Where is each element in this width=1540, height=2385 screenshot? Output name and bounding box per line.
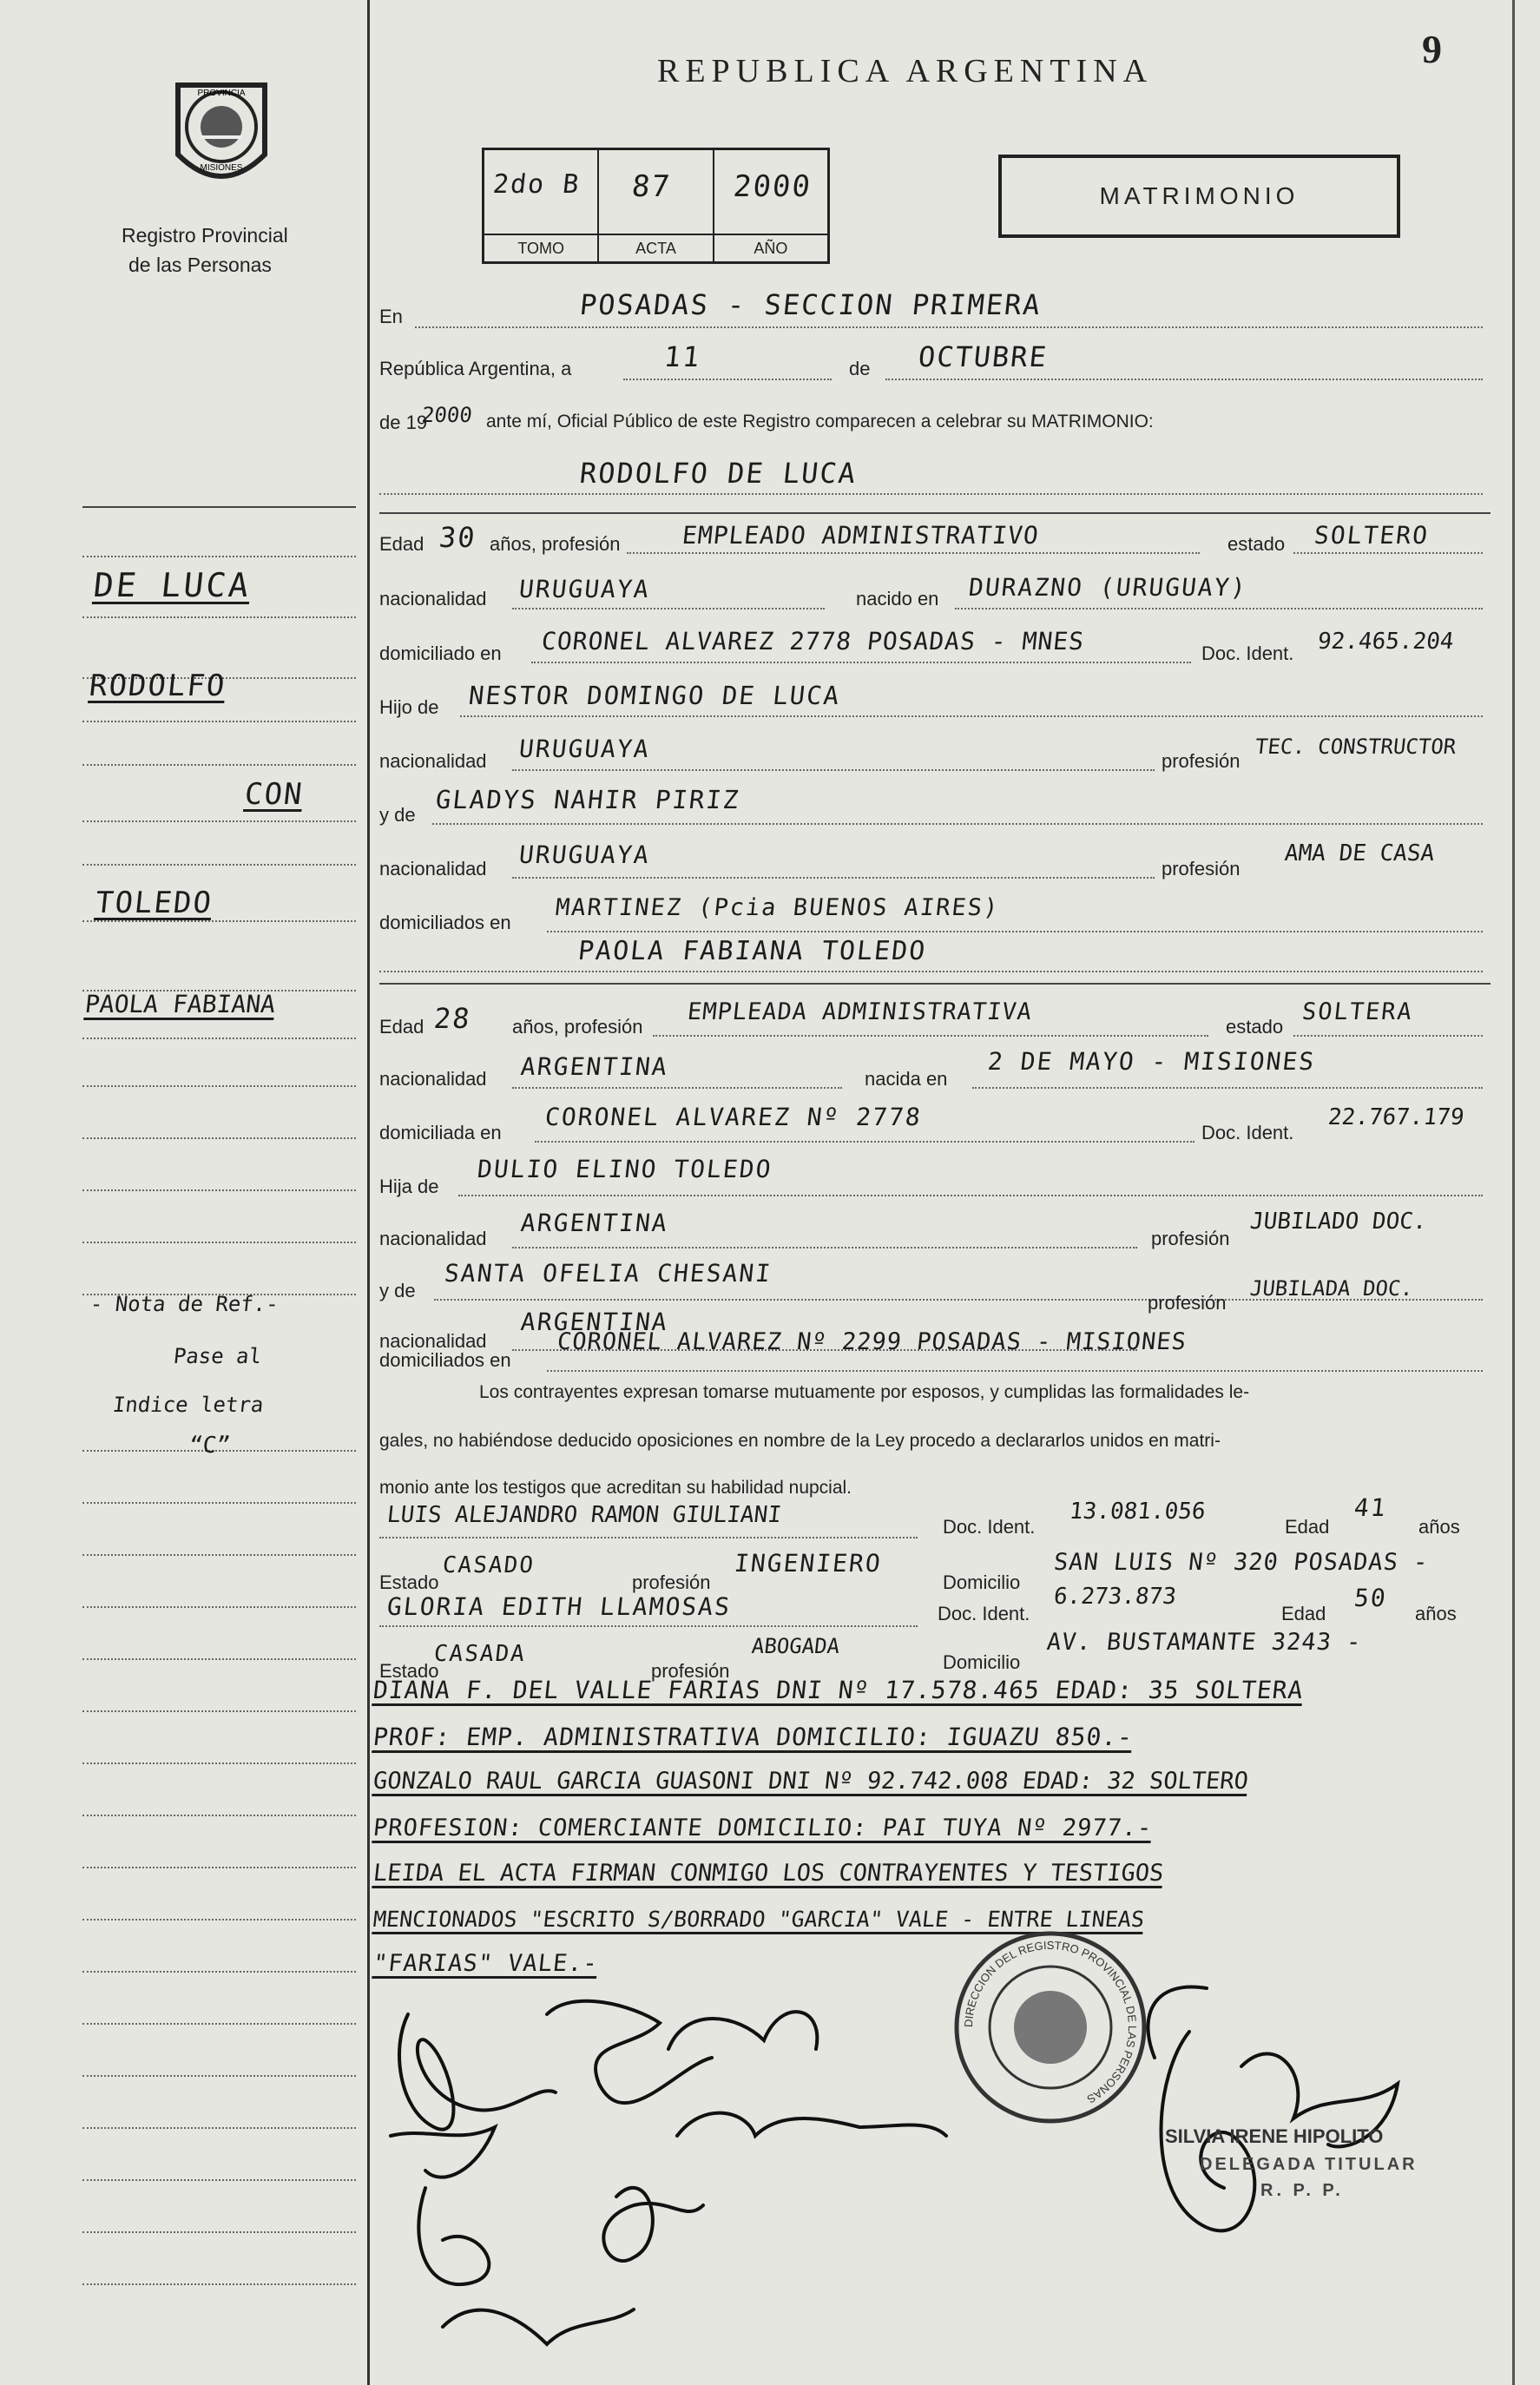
extra-line-2: PROF: EMP. ADMINISTRATIVA DOMICILIO: IGUAZU 850.- xyxy=(372,1723,1135,1751)
month-value: OCTUBRE xyxy=(917,340,1050,373)
margin-note-3: Indice letra xyxy=(111,1393,265,1417)
svg-text:MISIONES: MISIONES xyxy=(200,163,243,173)
groom-doc-label: Doc. Ident. xyxy=(1201,642,1294,664)
groom-estado-label: estado xyxy=(1227,533,1286,555)
witness2-profesion: ABOGADA xyxy=(750,1634,841,1658)
groom-dom-label: domiciliado en xyxy=(379,642,502,664)
bride-name: PAOLA FABIANA TOLEDO xyxy=(576,936,929,966)
witness2-estado-label: Estado xyxy=(379,1660,439,1682)
witness1-doc-label: Doc. Ident. xyxy=(943,1516,1036,1538)
bride-estado-label: estado xyxy=(1226,1016,1284,1038)
declaration-line-2: gales, no habiéndose deducido oposiciones en nombre de la Ley procedo a declararlos unidos en matri- xyxy=(379,1431,1221,1451)
witness1-prof-label: profesión xyxy=(632,1571,711,1593)
bride-mother-nac-label: nacionalidad xyxy=(379,1330,487,1352)
witness1-anos-label: años xyxy=(1418,1516,1460,1538)
bride-mother-nac: ARGENTINA xyxy=(519,1308,670,1336)
bride-father-prof: JUBILADO DOC. xyxy=(1248,1209,1429,1235)
groom-father: NESTOR DOMINGO DE LUCA xyxy=(467,681,842,710)
anio-value: 2000 xyxy=(731,169,813,204)
stamp-line-1: SILVIA IRENE HIPOLITO xyxy=(1165,2125,1384,2147)
bride-parents-dom: CORONEL ALVAREZ Nº 2299 POSADAS - MISIONES xyxy=(556,1328,1188,1355)
bride-dom-label: domiciliada en xyxy=(379,1122,502,1143)
bride-father: DULIO ELINO TOLEDO xyxy=(476,1155,774,1183)
groom-nacionalidad: URUGUAYA xyxy=(517,575,652,603)
groom-father-prof: TEC. CONSTRUCTOR xyxy=(1254,735,1458,759)
margin-divider xyxy=(367,0,370,2385)
groom-mother-prof-label: profesión xyxy=(1162,858,1241,880)
margin-name2: PAOLA FABIANA xyxy=(83,990,277,1018)
bride-mother: SANTA OFELIA CHESANI xyxy=(443,1259,773,1288)
margin-surname2: TOLEDO xyxy=(93,886,214,920)
extra-line-7: "FARIAS" VALE.- xyxy=(372,1950,600,1977)
bride-anos-label: años, profesión xyxy=(512,1016,643,1038)
bride-yde-label: y de xyxy=(379,1280,416,1301)
witness1-edad-label: Edad xyxy=(1285,1516,1330,1538)
witness1-dom-label: Domicilio xyxy=(943,1571,1021,1593)
stamp-line-3: R. P. P. xyxy=(1260,2181,1344,2200)
bride-edad-label: Edad xyxy=(379,1016,424,1038)
bride-doc-label: Doc. Ident. xyxy=(1201,1122,1294,1143)
witness1-estado-label: Estado xyxy=(379,1571,439,1593)
groom-father-prof-label: profesión xyxy=(1162,750,1241,772)
witness2-estado: CASADA xyxy=(432,1641,528,1667)
witness1-domicilio: SAN LUIS Nº 320 POSADAS - xyxy=(1052,1549,1431,1576)
bride-mother-prof: JUBILADA DOC. xyxy=(1248,1276,1415,1301)
divider-3 xyxy=(379,983,1491,985)
witness1-name: LUIS ALEJANDRO RAMON GIULIANI xyxy=(385,1502,783,1528)
groom-parents-dom: MARTINEZ (Pcia BUENOS AIRES) xyxy=(554,894,1001,921)
divider-1 xyxy=(82,506,356,508)
document-title-box: MATRIMONIO xyxy=(998,155,1400,238)
groom-profesion: EMPLEADO ADMINISTRATIVO xyxy=(681,521,1041,550)
divider-2 xyxy=(379,512,1491,514)
witness2-name: GLORIA EDITH LLAMOSAS xyxy=(385,1592,733,1621)
margin-surname1: DE LUCA xyxy=(91,566,253,604)
stamp-line-2: DELEGADA TITULAR xyxy=(1200,2155,1418,2174)
bride-mother-prof-label: profesión xyxy=(1148,1292,1227,1314)
tomo-label: TOMO xyxy=(484,234,597,261)
bride-nac-label: nacionalidad xyxy=(379,1068,487,1090)
groom-yde-label: y de xyxy=(379,804,416,826)
year-prefix: de 19 xyxy=(379,412,428,433)
witness1-profesion: INGENIERO xyxy=(733,1549,884,1578)
groom-mother: GLADYS NAHIR PIRIZ xyxy=(434,785,742,814)
bride-profesion: EMPLEADA ADMINISTRATIVA xyxy=(686,998,1034,1025)
groom-edad-label: Edad xyxy=(379,533,424,555)
witness1-edad: 41 xyxy=(1352,1493,1389,1522)
provincial-seal-logo xyxy=(161,68,282,198)
margin-note-4: “C” xyxy=(188,1433,232,1459)
groom-mother-nac-label: nacionalidad xyxy=(379,858,487,880)
bride-estado: SOLTERA xyxy=(1300,998,1415,1025)
witness2-prof-label: profesión xyxy=(651,1660,730,1682)
groom-nacido: DURAZNO (URUGUAY) xyxy=(967,573,1249,602)
acta-value: 87 xyxy=(630,169,674,204)
witness1-doc: 13.081.056 xyxy=(1068,1499,1208,1525)
en-value: POSADAS - SECCION PRIMERA xyxy=(578,288,1043,321)
groom-parents-dom-label: domiciliados en xyxy=(379,912,511,933)
tomo-cell xyxy=(484,150,599,261)
bride-parents-dom-label: domiciliados en xyxy=(379,1349,511,1371)
witness2-dom-label: Domicilio xyxy=(943,1651,1021,1673)
margin-name1: RODOLFO xyxy=(87,669,228,703)
bride-nacida-label: nacida en xyxy=(865,1068,948,1090)
anio-cell xyxy=(714,150,827,261)
bride-father-prof-label: profesión xyxy=(1151,1228,1230,1249)
bride-domicilio: CORONEL ALVAREZ Nº 2778 xyxy=(543,1103,924,1131)
groom-father-nac-label: nacionalidad xyxy=(379,750,487,772)
year-value: 2000 xyxy=(420,403,474,427)
anio-label: AÑO xyxy=(714,234,827,261)
witness2-domicilio: AV. BUSTAMANTE 3243 - xyxy=(1045,1629,1364,1656)
groom-mother-prof: AMA DE CASA xyxy=(1283,840,1436,866)
extra-line-5: LEIDA EL ACTA FIRMAN CONMIGO LOS CONTRAYENTES Y TESTIGOS xyxy=(372,1860,1165,1887)
groom-doc: 92.465.204 xyxy=(1316,629,1456,655)
declaration-line-3: monio ante los testigos que acreditan su habilidad nupcial. xyxy=(379,1478,852,1498)
acta-cell xyxy=(599,150,714,261)
de-label: de xyxy=(849,358,871,379)
groom-estado: SOLTERO xyxy=(1313,521,1431,550)
groom-nacido-label: nacido en xyxy=(856,588,939,609)
witness1-estado: CASADO xyxy=(441,1552,536,1578)
extra-line-3: GONZALO RAUL GARCIA GUASONI DNI Nº 92.742.008 EDAD: 32 SOLTERO xyxy=(372,1768,1250,1795)
delegate-stamp xyxy=(1155,2124,1493,2228)
extra-line-1: DIANA F. DEL VALLE FARIAS DNI Nº 17.578.465 EDAD: 35 SOLTERA xyxy=(372,1676,1306,1704)
margin-note-1: - Nota de Ref.- xyxy=(89,1292,280,1316)
country-heading: REPUBLICA ARGENTINA xyxy=(657,53,1154,89)
groom-nac-label: nacionalidad xyxy=(379,588,487,609)
tomo-value: 2do B xyxy=(491,169,582,200)
bride-hija-label: Hija de xyxy=(379,1176,439,1197)
margin-note-2: Pase al xyxy=(172,1344,263,1368)
groom-father-nac: URUGUAYA xyxy=(517,735,652,763)
official-round-seal xyxy=(951,1927,1150,2127)
witness2-anos-label: años xyxy=(1415,1603,1457,1624)
bride-nacionalidad: ARGENTINA xyxy=(519,1052,670,1081)
extra-line-4: PROFESION: COMERCIANTE DOMICILIO: PAI TUYA Nº 2977.- xyxy=(372,1815,1154,1841)
acta-label: ACTA xyxy=(599,234,712,261)
record-table xyxy=(482,148,830,264)
groom-mother-nac: URUGUAYA xyxy=(517,840,652,869)
page-right-edge xyxy=(1512,0,1515,2385)
groom-anos-label: años, profesión xyxy=(490,533,621,555)
registry-line2: de las Personas xyxy=(128,254,272,276)
declaration-line-1: Los contrayentes expresan tomarse mutuamente por esposos, y cumplidas las formalidades le- xyxy=(479,1382,1250,1402)
bride-doc: 22.767.179 xyxy=(1326,1104,1466,1130)
witness2-edad: 50 xyxy=(1352,1584,1389,1612)
page-number: 9 xyxy=(1422,27,1442,71)
svg-text:PROVINCIA: PROVINCIA xyxy=(197,89,246,98)
groom-name: RODOLFO DE LUCA xyxy=(578,457,859,490)
extra-line-6: MENCIONADOS "ESCRITO S/BORRADO "GARCIA" VALE - ENTRE LINEAS xyxy=(372,1907,1146,1932)
republica-label: República Argentina, a xyxy=(379,358,572,379)
intro-sentence: ante mí, Oficial Público de este Registro comparecen a celebrar su MATRIMONIO: xyxy=(486,412,1154,432)
bride-edad: 28 xyxy=(432,1002,473,1035)
witness2-edad-label: Edad xyxy=(1281,1603,1326,1624)
margin-con: CON xyxy=(242,777,306,812)
groom-domicilio: CORONEL ALVAREZ 2778 POSADAS - MNES xyxy=(540,627,1086,656)
bride-nacida: 2 DE MAYO - MISIONES xyxy=(986,1047,1317,1076)
witness2-doc-label: Doc. Ident. xyxy=(938,1603,1030,1624)
bride-father-nac: ARGENTINA xyxy=(519,1209,670,1237)
witness2-doc: 6.273.873 xyxy=(1052,1584,1178,1610)
groom-hijo-label: Hijo de xyxy=(379,696,439,718)
day-value: 11 xyxy=(662,340,703,373)
groom-edad: 30 xyxy=(438,521,478,554)
registry-line1: Registro Provincial xyxy=(122,224,288,247)
bride-father-nac-label: nacionalidad xyxy=(379,1228,487,1249)
en-label: En xyxy=(379,306,403,327)
svg-text:DIRECCION DEL REGISTRO PROVINC: DIRECCION DEL REGISTRO PROVINCIAL DE LAS PERSONAS xyxy=(961,1938,1140,2106)
